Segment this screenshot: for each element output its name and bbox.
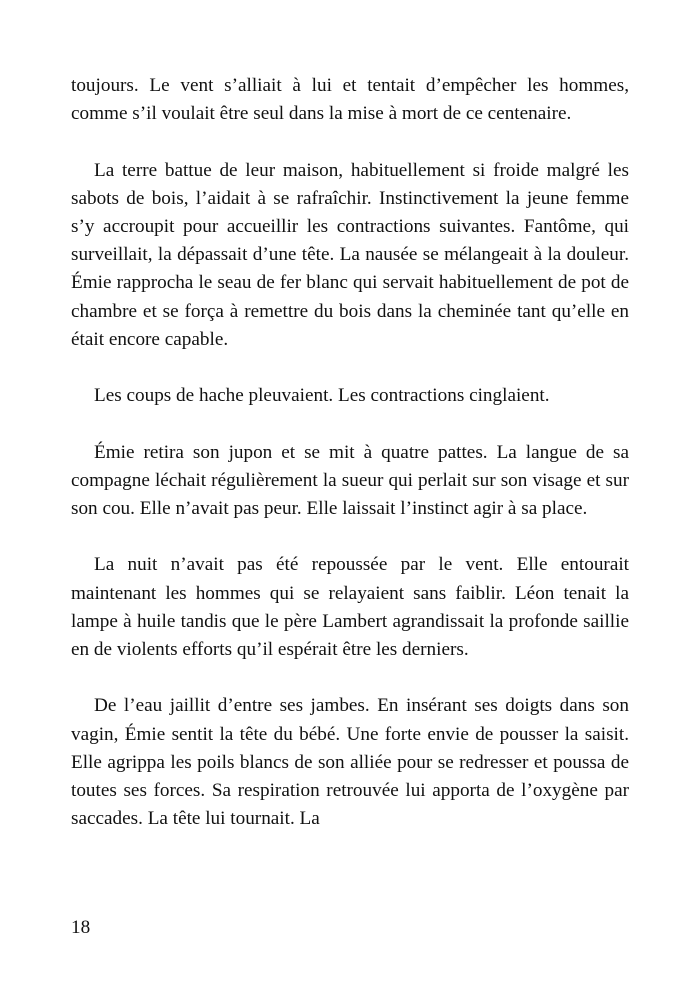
paragraph: Émie retira son jupon et se mit à quatre pattes. La langue de sa compagne léchait régulièrement la sueur qui perlait sur son visage et sur son cou. Elle n’avait pas peur. Elle laissait l’instinct agir à sa place. [71,441,629,519]
paragraph-continuation: toujours. Le vent s’alliait à lui et tentait d’empêcher les hommes, comme s’il voulait être seul dans la mise à mort de ce centenaire. [71,75,629,125]
paragraph: Les coups de hache pleuvaient. Les contractions cinglaient. [94,385,550,407]
page-number: 18 [71,917,91,938]
body-text [71,72,629,862]
paragraph: La nuit n’avait pas été repoussée par le vent. Elle entourait maintenant les hommes qui se relayaient sans faiblir. Léon tenait la lampe à huile tandis que le père Lambert agrandissait la profonde saillie en de violents efforts qu’il espérait être les derniers. [71,554,629,660]
paragraph: De l’eau jaillit d’entre ses jambes. En insérant ses doigts dans son vagin, Émie sentit la tête du bébé. Une forte envie de pousser la saisit. Elle agrippa les poils blancs de son alliée pour se redresser et poussa de toutes ses forces. Sa respiration retrouvée lui apporta de l’oxygène par saccades. La tête lui tournait. La [71,695,629,830]
paragraph: La terre battue de leur maison, habituellement si froide malgré les sabots de bois, l’aidait à se rafraîchir. Instinctivement la jeune femme s’y accroupit pour accueillir les contractions suivantes. Fantôme, qui surveillait, la dépassait d’une tête. La nausée se mélangeait à la douleur. Émie rapprocha le seau de fer blanc qui servait habituellement de pot de chambre et se força à remettre du bois dans la cheminée tant qu’elle en était encore capable. [71,159,629,350]
